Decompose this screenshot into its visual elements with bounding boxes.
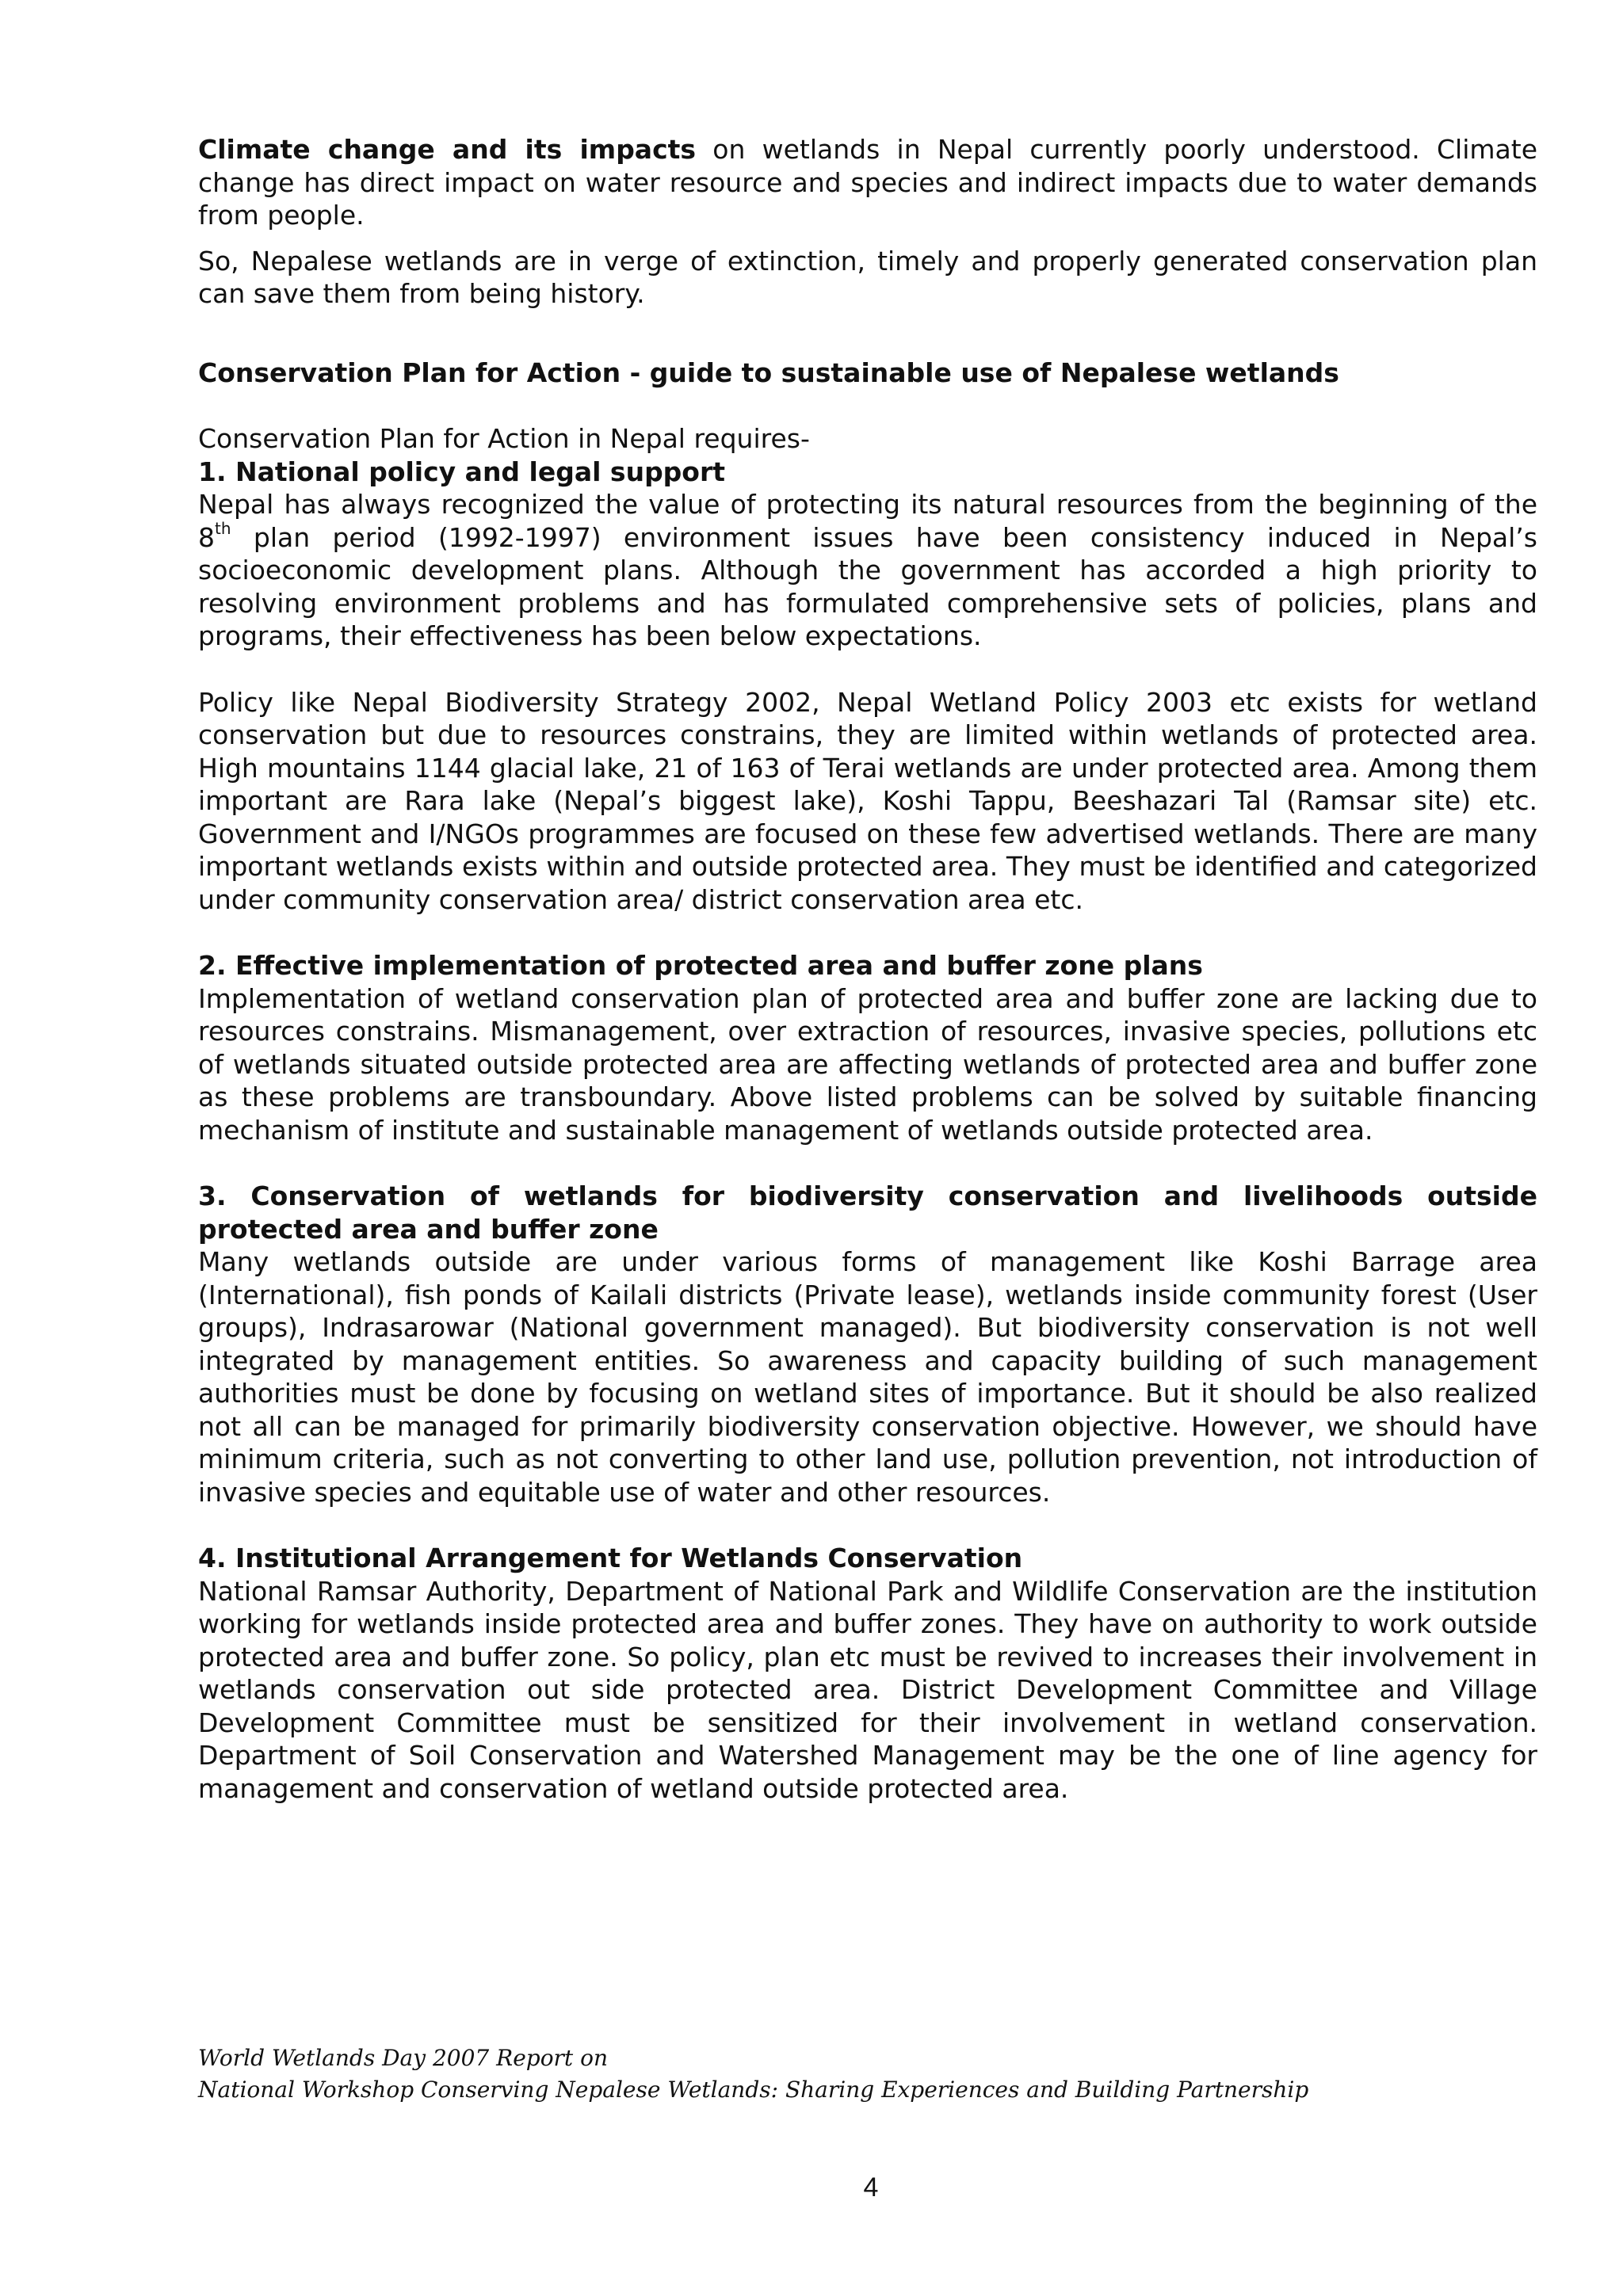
climate-paragraph [198, 133, 1537, 232]
section-1-heading: 1. National policy and legal support [198, 456, 726, 487]
section-2-paragraph: Implementation of wetland conservation plan of protected area and buffer zone are lacking due to resources constrains. Mismanagement, over extraction of resources, invasive species, pollutions etc of wetlands situated outside protected area are affecting wetlands of protected area and buffer zone as these problems are transboundary. Above listed problems can be solved by suitable financing mechanism of institute and sustainable management of wetlands outside protected area. [198, 982, 1537, 1146]
section-4-paragraph: National Ramsar Authority, Department of National Park and Wildlife Conservation are the institution working for wetlands inside protected area and buffer zones. They have on authority to work outside protected area and buffer zone. So policy, plan etc must be revived to increases their involvement in wetlands conservation out side protected area. District Development Committee and Village Development Committee must be sensitized for their involvement in wetland conservation. Department of Soil Conservation and Watershed Management may be the one of line agency for management and conservation of wetland outside protected area. [198, 1575, 1537, 1804]
page-number: 4 [863, 2172, 879, 2203]
section-1-p1-text-a: Nepal has always recognized the value of protecting its natural resources from the beginning of the 8 [198, 489, 1537, 553]
plan-requires-text: Conservation Plan for Action in Nepal requires- [198, 423, 810, 454]
footer-line-1: World Wetlands Day 2007 Report on [198, 2045, 608, 2071]
section-1-paragraph-2: Policy like Nepal Biodiversity Strategy 2002, Nepal Wetland Policy 2003 etc exists for wetland conservation but due to resources constrains, they are limited within wetlands of protected area. High mountains 1144 glacial lake, 21 of 163 of Terai wetlands are under protected area. Among them important are Rara lake (Nepal’s biggest lake), Koshi Tappu, Beeshazari Tal (Ramsar site) etc. Government and I/NGOs programmes are focused on these few advertised wetlands. There are many important wetlands exists within and outside protected area. They must be identified and categorized under community conservation area/ district conservation area etc. [198, 686, 1537, 915]
report-footer [198, 2042, 1308, 2106]
section-3-heading: 3. Conservation of wetlands for biodiversity conservation and livelihoods outside protected area and buffer zone [198, 1180, 1537, 1245]
extinction-paragraph: So, Nepalese wetlands are in verge of extinction, timely and properly generated conservation plan can save them from being history. [198, 245, 1537, 309]
footer-line-2: National Workshop Conserving Nepalese Wetlands: Sharing Experiences and Building Partnership [198, 2077, 1309, 2103]
section-1-paragraph-1 [198, 488, 1537, 653]
section-1-p1-text-b: plan period (1992-1997) environment issues have been consistency induced in Nepal’s socioeconomic development plans. Although the government has accorded a high priority to resolving environment problems and has formulated comprehensive sets of policies, plans and programs, their effectiveness has been below expectations. [198, 521, 1537, 651]
climate-text: on wetlands in Nepal currently poorly understood. Climate change has direct impact on water resource and species and indirect impacts due to water demands from people. [198, 134, 1537, 231]
section-4-heading: 4. Institutional Arrangement for Wetlands Conservation [198, 1543, 1023, 1573]
section-2-heading: 2. Effective implementation of protected area and buffer zone plans [198, 950, 1203, 981]
climate-bold-lead: Climate change and its impacts [198, 134, 697, 165]
section-3-paragraph: Many wetlands outside are under various forms of management like Koshi Barrage area (International), fish ponds of Kailali districts (Private lease), wetlands inside community forest (User groups), Indrasarowar (National government managed). But biodiversity conservation is not well integrated by management entities. So awareness and capacity building of such management authorities must be done by focusing on wetland sites of importance. But it should be also realized not all can be managed for primarily biodiversity conservation objective. However, we should have minimum criteria, such as not converting to other land use, pollution prevention, not introduction of invasive species and equitable use of water and other resources. [198, 1246, 1537, 1508]
superscript-th: th [215, 518, 231, 538]
page-body [198, 133, 1537, 1805]
plan-heading: Conservation Plan for Action - guide to sustainable use of Nepalese wetlands [198, 357, 1339, 388]
